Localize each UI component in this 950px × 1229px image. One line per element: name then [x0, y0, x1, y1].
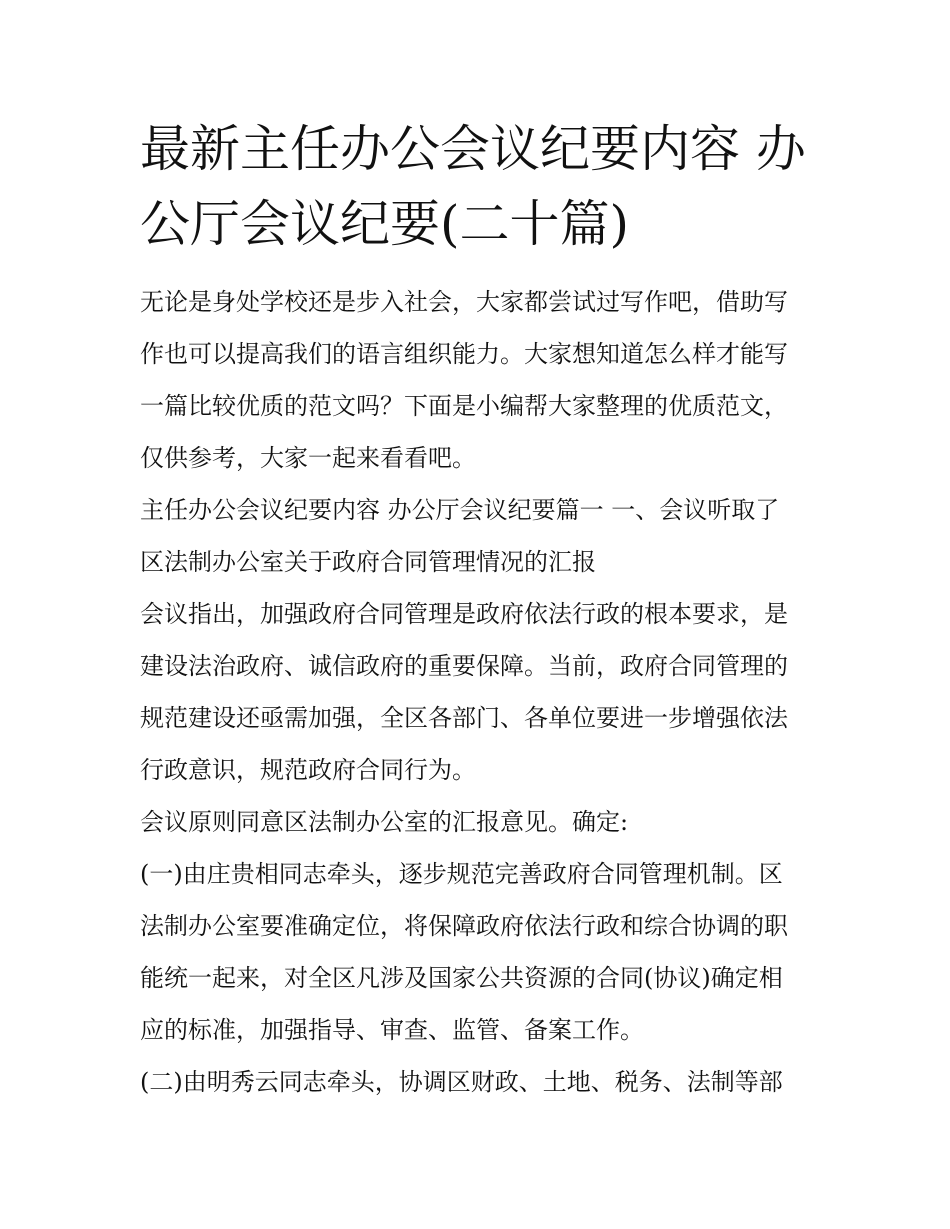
section-heading-paragraph: 主任办公会议纪要内容 办公厅会议纪要篇一 一、会议听取了 区法制办公室关于政府合同管理情况的汇报	[140, 496, 780, 576]
item-one-paragraph: (一)由庄贵相同志牵头，逐步规范完善政府合同管理机制。区 法制办公室要准确定位，将保障政府依法行政和综合协调的职 能统一起来，对全区凡涉及国家公共资源的合同(协议)确定相 应的标准，加强指导、审查、监管、备案工作。	[140, 860, 788, 1044]
meeting-point-paragraph: 会议指出，加强政府合同管理是政府依法行政的根本要求，是 建设法治政府、诚信政府的重要保障。当前，政府合同管理的 规范建设还亟需加强，全区各部门、各单位要进一步增强依法 行政意识，规范政府合同行为。	[140, 600, 788, 784]
document-title: 最新主任办公会议纪要内容 办 公厅会议纪要(二十篇)	[140, 120, 806, 253]
document-page	[140, 112, 816, 1108]
item-two-paragraph: (二)由明秀云同志牵头，协调区财政、土地、税务、法制等部	[140, 1068, 783, 1096]
agreement-paragraph: 会议原则同意区法制办公室的汇报意见。确定:	[140, 808, 629, 836]
intro-paragraph: 无论是身处学校还是步入社会，大家都尝试过写作吧，借助写 作也可以提高我们的语言组织能力。大家想知道怎么样才能写 一篇比较优质的范文吗？下面是小编帮大家整理的优质范文， 仅供参考，大家一起来看看吧。	[140, 288, 788, 472]
